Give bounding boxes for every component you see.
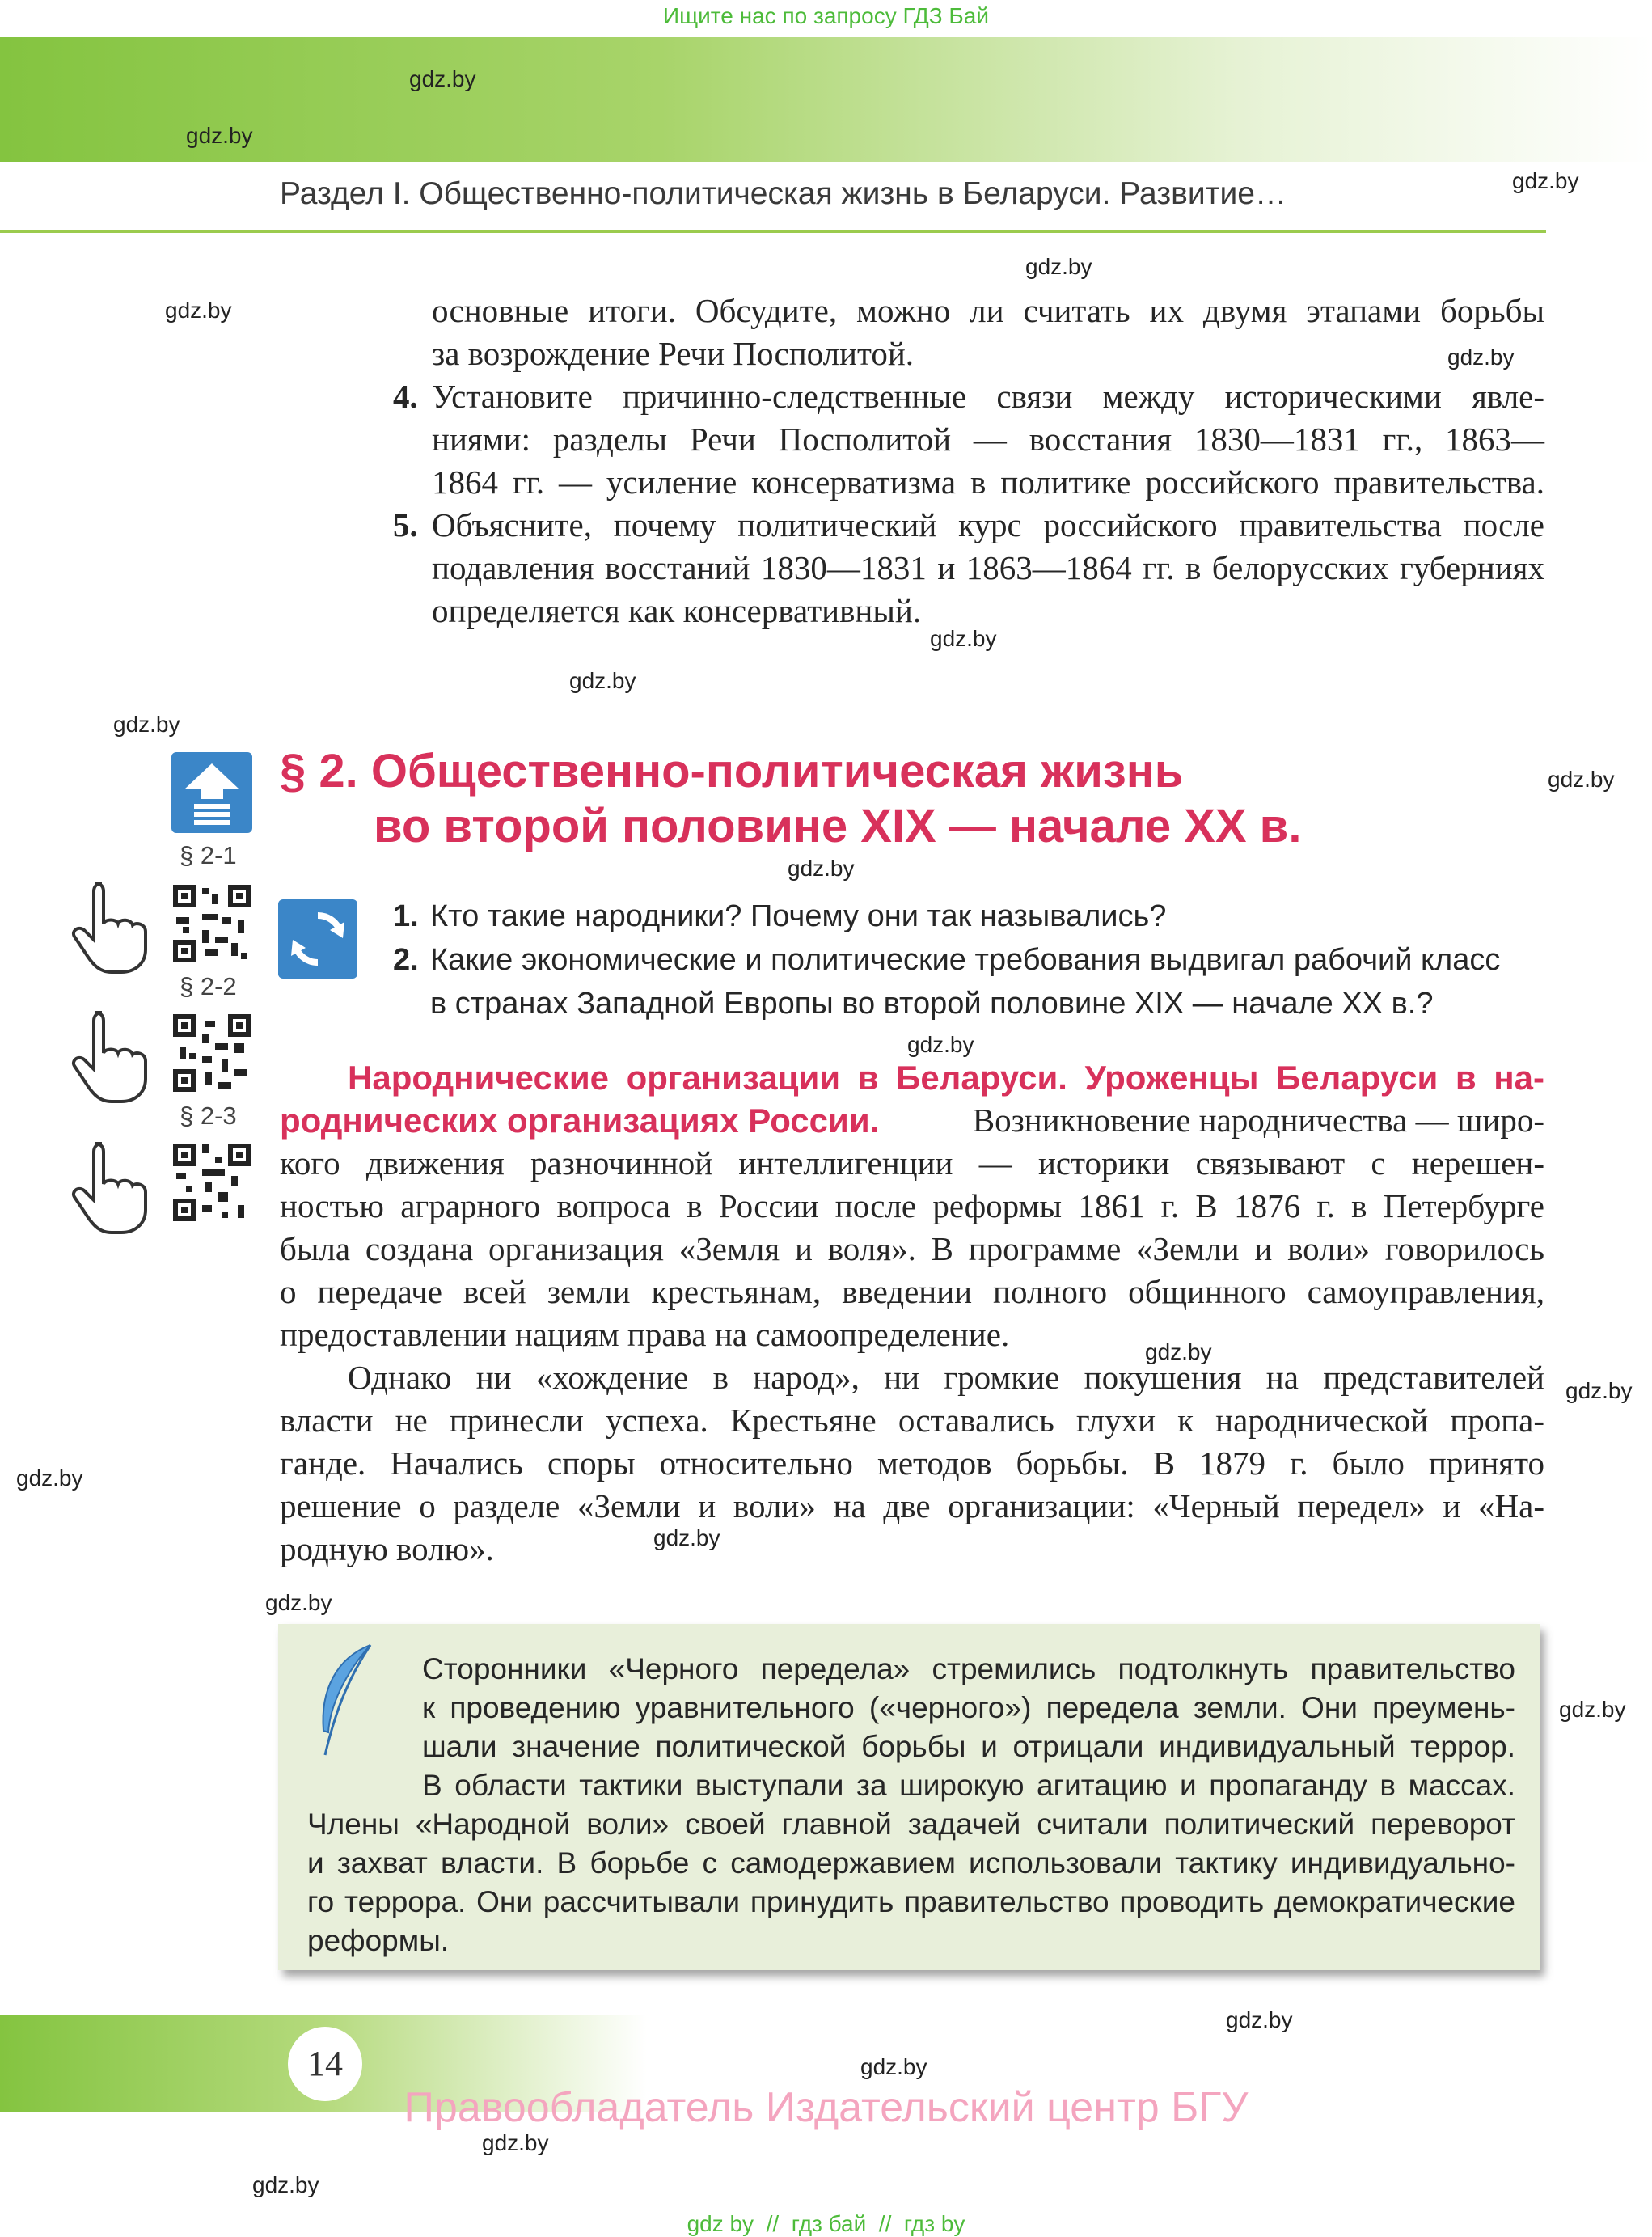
body-text-line: Однако ни «хождение в народ», ни громкие покушения на представителей (348, 1359, 1544, 1396)
watermark-link[interactable]: gdz.by (930, 626, 997, 651)
body-text-line: была создана организация «Земля и воля». В программе «Земли и воли» говорилось (280, 1230, 1544, 1267)
info-box-line: шали значение политической борьбы и отрицали индивидуальный террор. (422, 1730, 1515, 1763)
section-heading: Народнические организации в Беларуси. Уроженцы Беларуси в на- (348, 1059, 1544, 1097)
resource-label: § 2-2 (180, 972, 237, 1000)
watermark-link[interactable]: gdz.by (653, 1525, 720, 1550)
body-text-line: о передаче всей земли крестьянам, введении полного общинного самоуправления, (280, 1273, 1544, 1310)
body-text-line: Возникновение народничества — широ- (972, 1102, 1544, 1139)
info-box-line: Члены «Народной воли» своей главной задачей считали политический переворот (307, 1808, 1515, 1841)
page-number: 14 (288, 2027, 362, 2101)
review-block-icon (278, 899, 357, 979)
info-box-line: к проведению уравнительного («черного») передела земли. Они преумень- (422, 1691, 1515, 1724)
feather-icon (312, 1642, 377, 1763)
qr-code[interactable] (173, 1014, 251, 1092)
body-text-line: ностью аграрного вопроса в России после реформы 1861 г. В 1876 г. в Петербурге (280, 1187, 1544, 1224)
review-question-text: Какие экономические и политические требования выдвигал рабочий класс (430, 943, 1501, 977)
watermark-link[interactable]: gdz.by (409, 66, 476, 91)
info-box-line: и захват власти. В борьбе с самодержавием использовали тактику индивидуально- (307, 1846, 1515, 1880)
watermark-link[interactable]: gdz.by (1565, 1378, 1633, 1403)
body-text-line: решение о разделе «Земли и воли» на две организации: «Черный передел» и «На- (280, 1487, 1544, 1524)
watermark-link[interactable]: gdz.by (265, 1590, 332, 1615)
copyright-notice: Правообладатель Издательский центр БГУ (403, 2084, 1249, 2131)
watermark-link[interactable]: gdz.by (113, 712, 180, 737)
body-text-line: кого движения разночинной интеллигенции — историки связывают с нерешен- (280, 1144, 1544, 1182)
hand-pointer-icon (71, 878, 155, 975)
header-divider (0, 230, 1546, 233)
review-question-number: 1. (393, 899, 419, 933)
question-4-line: ниями: разделы Речи Посполитой — восстания 1830—1831 гг., 1863— (432, 421, 1544, 458)
paragraph-title-line: § 2. Общественно-политическая жизнь (280, 745, 1184, 797)
question-5-line: подавления восстаний 1830—1831 и 1863—1864 гг. в белорусских губерниях (432, 549, 1544, 586)
body-text-line: предоставлении нациям права на самоопределение. (280, 1316, 1010, 1353)
watermark-link[interactable]: gdz.by (569, 668, 636, 693)
watermark-link[interactable]: gdz.by (1548, 767, 1615, 792)
question-3-line: основные итоги. Обсудите, можно ли считать их двумя этапами борьбы (432, 292, 1544, 329)
bottom-links[interactable]: gdz by // гдз бай // гдз by (687, 2211, 965, 2236)
review-question-number: 2. (393, 943, 419, 977)
qr-code[interactable] (173, 885, 251, 962)
refresh-icon (278, 899, 357, 979)
body-text-line: власти не принесли успеха. Крестьяне оставались глухи к народнической пропа- (280, 1402, 1544, 1439)
watermark-link[interactable]: gdz.by (1025, 254, 1092, 279)
watermark-link[interactable]: gdz.by (252, 2172, 319, 2197)
watermark-link[interactable]: gdz.by (1145, 1339, 1212, 1364)
watermark-link[interactable]: gdz.by (1512, 168, 1579, 193)
resource-label: § 2-3 (180, 1102, 237, 1130)
watermark-link[interactable]: gdz.by (482, 2130, 549, 2155)
watermark-link[interactable]: gdz.by (907, 1032, 974, 1057)
lesson-start-icon (171, 752, 252, 833)
watermark-link[interactable]: gdz.by (165, 298, 232, 323)
question-3-line: за возрождение Речи Посполитой. (432, 335, 915, 372)
watermark-link[interactable]: gdz.by (1559, 1697, 1626, 1722)
paragraph-title (280, 744, 1301, 854)
qr-code[interactable] (173, 1144, 251, 1221)
info-box-line: Сторонники «Черного передела» стремились подтолкнуть правительство (422, 1652, 1515, 1685)
question-5-line: Объясните, почему политический курс российского правительства после (432, 506, 1544, 543)
resource-label: § 2-1 (180, 841, 237, 869)
hand-pointer-icon (71, 1008, 155, 1105)
review-question-text: Кто такие народники? Почему они так назывались? (430, 899, 1167, 933)
question-4-number: 4. (393, 378, 418, 415)
watermark-link[interactable]: gdz.by (1447, 345, 1515, 370)
body-text-line: ганде. Начались споры относительно методов борьбы. В 1879 г. было принято (280, 1444, 1544, 1482)
watermark-link[interactable]: gdz.by (1226, 2007, 1293, 2032)
question-4-line: 1864 гг. — усиление консерватизма в политике российского правительства. (432, 463, 1544, 501)
top-search-hint: Ищите нас по запросу ГДЗ Бай (662, 3, 990, 28)
section-heading: роднических организациях России. (280, 1102, 880, 1140)
info-box-line: го террора. Они рассчитывали принудить правительство проводить демократические (307, 1885, 1515, 1918)
hand-pointer-icon (71, 1139, 155, 1236)
paragraph-title-line: во второй половине XIX — начале XX в. (374, 800, 1302, 852)
watermark-link[interactable]: gdz.by (186, 123, 253, 148)
watermark-link[interactable]: gdz.by (788, 856, 855, 881)
info-box-line: В области тактики выступали за широкую агитацию и пропаганду в массах. (422, 1769, 1515, 1802)
watermark-link[interactable]: gdz.by (860, 2054, 927, 2079)
question-5-number: 5. (393, 506, 418, 543)
section-heading-line (280, 1099, 1544, 1142)
section-title: Раздел I. Общественно-политическая жизнь в Беларуси. Развитие… (280, 176, 1287, 211)
question-4-line: Установите причинно-следственные связи между историческими явле- (432, 378, 1544, 415)
body-text-line: родную волю». (280, 1530, 494, 1567)
review-question-text: в странах Западной Европы во второй половине XIX — начале XX в.? (430, 987, 1434, 1021)
info-box-line: реформы. (307, 1924, 450, 1957)
question-5-line: определяется как консервативный. (432, 592, 922, 629)
arrow-up-icon (171, 752, 252, 833)
watermark-link[interactable]: gdz.by (16, 1465, 83, 1491)
